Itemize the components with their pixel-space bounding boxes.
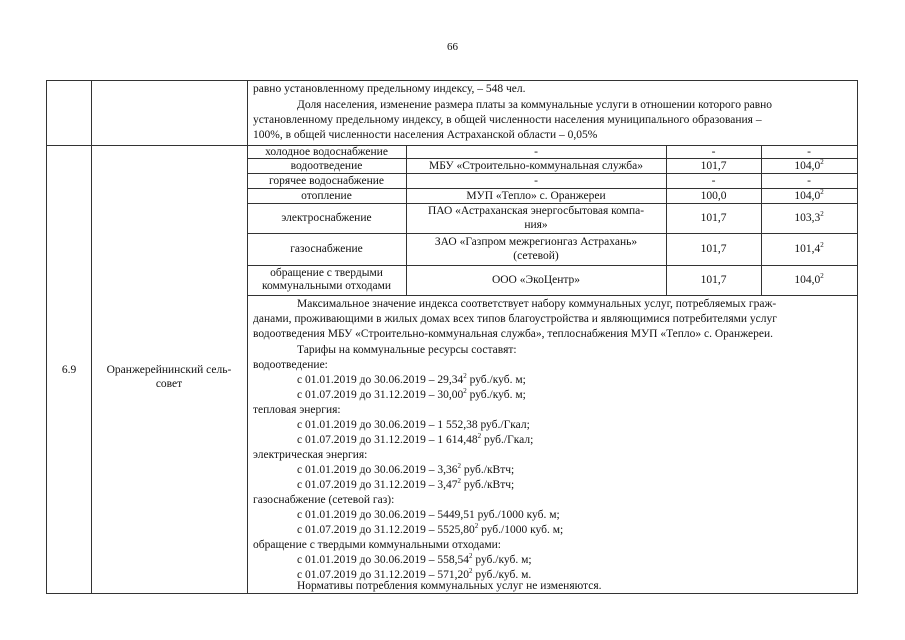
top-text-line: равно установленному предельному индексу, – 548 чел. bbox=[253, 83, 526, 95]
tariff-unit: руб./Гкал; bbox=[481, 434, 534, 446]
value-number: 101,4 bbox=[794, 243, 821, 255]
provider-name: МБУ «Строительно-коммунальная служба» bbox=[429, 160, 643, 172]
tariff-unit: руб./кВтч; bbox=[460, 464, 515, 476]
value-number: 104,0 bbox=[794, 160, 821, 172]
index-value-2 bbox=[761, 211, 857, 225]
tariff-text: с 01.01.2019 до 30.06.2019 – 29,34 bbox=[297, 374, 464, 386]
tariff-unit: руб./кВтч; bbox=[460, 479, 515, 491]
service-name: горячее водоснабжение bbox=[269, 175, 384, 187]
footnote-mark: 2 bbox=[820, 210, 824, 219]
municipality-name-line1: Оранжерейнинский сель- bbox=[106, 364, 232, 376]
tariff-line: с 01.01.2019 до 30.06.2019 – 1 552,38 руб./Гкал; bbox=[297, 419, 530, 431]
provider-name-line2: ния» bbox=[524, 219, 548, 231]
index-value-1: 101,7 bbox=[700, 274, 727, 286]
index-value-1: - bbox=[711, 175, 716, 187]
final-note: Нормативы потребления коммунальных услуг не изменяются. bbox=[297, 580, 602, 592]
service-name: газоснабжение bbox=[290, 243, 363, 255]
provider-name-line1: ПАО «Астраханская энергосбытовая компа- bbox=[427, 205, 645, 217]
footnote-mark: 2 bbox=[468, 552, 473, 561]
provider-name-line2: (сетевой) bbox=[513, 250, 559, 262]
provider-name: - bbox=[534, 146, 538, 158]
summary-line: водоотведения МБУ «Строительно-коммунальная служба», теплоснабжения МУП «Тепло» с. Оранжереи. bbox=[253, 328, 773, 340]
row-number: 6.9 bbox=[61, 364, 77, 376]
index-value-1: 101,7 bbox=[700, 212, 727, 224]
footnote-mark: 2 bbox=[463, 372, 467, 381]
tariff-unit: руб./куб. м; bbox=[466, 374, 526, 386]
footnote-mark: 2 bbox=[820, 272, 824, 281]
tariff-text: с 01.07.2019 до 31.12.2019 – 5525,80 bbox=[297, 524, 475, 536]
index-value-2 bbox=[761, 189, 857, 203]
tariff-unit: руб./куб. м; bbox=[472, 554, 532, 566]
tariffs-intro: Тарифы на коммунальные ресурсы составят: bbox=[297, 344, 517, 356]
index-value-2: - bbox=[807, 146, 811, 158]
page-number: 66 bbox=[447, 41, 458, 53]
footnote-mark: 2 bbox=[820, 241, 824, 250]
index-value-1: 101,7 bbox=[700, 243, 727, 255]
tariff-unit: руб./куб. м. bbox=[472, 569, 532, 581]
tariff-unit: руб./1000 куб. м; bbox=[478, 524, 564, 536]
footnote-mark: 2 bbox=[820, 158, 824, 167]
tariff-text: с 01.07.2019 до 31.12.2019 – 3,47 bbox=[297, 479, 458, 491]
index-value-1: 101,7 bbox=[700, 160, 727, 172]
footnote-mark: 2 bbox=[820, 188, 824, 197]
tariff-group-title: тепловая энергия: bbox=[253, 404, 341, 416]
provider-name: ООО «ЭкоЦентр» bbox=[491, 274, 581, 286]
index-value-2: - bbox=[807, 175, 811, 187]
top-text-line: Доля населения, изменение размера платы за коммунальные услуги в отношении которого равно bbox=[297, 99, 773, 111]
footnote-mark: 2 bbox=[457, 477, 461, 486]
tariff-table bbox=[46, 80, 858, 594]
row-divider bbox=[247, 233, 857, 234]
tariff-group-title: обращение с твердыми коммунальными отходами: bbox=[253, 539, 501, 551]
municipality-name-line2: совет bbox=[155, 378, 183, 390]
footnote-mark: 2 bbox=[463, 387, 467, 396]
footnote-mark: 2 bbox=[477, 432, 482, 441]
provider-name-line1: ЗАО «Газпром межрегионгаз Астрахань» bbox=[434, 236, 638, 248]
index-value-2 bbox=[761, 242, 857, 256]
tariff-group-title: электрическая энергия: bbox=[253, 449, 368, 461]
provider-name: - bbox=[534, 175, 538, 187]
service-name: отопление bbox=[301, 190, 352, 202]
footnote-mark: 2 bbox=[474, 522, 479, 531]
index-value-2 bbox=[761, 273, 857, 287]
service-name: водоотведение bbox=[290, 160, 363, 172]
service-name-line1: обращение с твердыми bbox=[270, 267, 383, 279]
top-text-line: установленному предельному индексу, в общей численности населения муниципального образования – bbox=[253, 114, 762, 126]
tariff-text: с 01.07.2019 до 31.12.2019 – 1 614,48 bbox=[297, 434, 478, 446]
index-value-1: 100,0 bbox=[700, 190, 727, 202]
service-name-line2: коммунальными отходами bbox=[261, 280, 392, 292]
footnote-mark: 2 bbox=[457, 462, 461, 471]
summary-line: Максимальное значение индекса соответствует набору коммунальных услуг, потребляемых граж- bbox=[297, 298, 777, 310]
service-name: холодное водоснабжение bbox=[265, 146, 388, 158]
tariff-group-title: газоснабжение (сетевой газ): bbox=[253, 494, 395, 506]
service-name: электроснабжение bbox=[281, 212, 372, 224]
index-value-1: - bbox=[711, 146, 716, 158]
tariff-line bbox=[297, 478, 514, 493]
value-number: 103,3 bbox=[794, 212, 821, 224]
tariff-text: с 01.07.2019 до 31.12.2019 – 571,20 bbox=[297, 569, 469, 581]
footnote-mark: 2 bbox=[468, 567, 473, 576]
tariff-unit: руб./куб. м; bbox=[466, 389, 526, 401]
tariff-line bbox=[297, 553, 532, 568]
tariff-line bbox=[297, 463, 514, 478]
tariff-group-title: водоотведение: bbox=[253, 359, 328, 371]
row-divider bbox=[247, 295, 857, 296]
tariff-line bbox=[297, 523, 563, 538]
top-text-line: 100%, в общей численности населения Астраханской области – 0,05% bbox=[253, 129, 598, 141]
tariff-line: с 01.01.2019 до 30.06.2019 – 5449,51 руб./1000 куб. м; bbox=[297, 509, 560, 521]
index-value-2 bbox=[761, 159, 857, 173]
tariff-line bbox=[297, 373, 526, 388]
tariff-line bbox=[297, 433, 533, 448]
tariff-line bbox=[297, 388, 526, 403]
tariff-text: с 01.01.2019 до 30.06.2019 – 3,36 bbox=[297, 464, 458, 476]
tariff-text: с 01.01.2019 до 30.06.2019 – 558,54 bbox=[297, 554, 469, 566]
value-number: 104,0 bbox=[794, 190, 821, 202]
provider-name: МУП «Тепло» с. Оранжереи bbox=[466, 190, 606, 202]
col-divider-1 bbox=[91, 81, 92, 593]
value-number: 104,0 bbox=[794, 274, 821, 286]
summary-line: данами, проживающими в жилых домах всех типов благоустройства и являющимися потребителями услуг bbox=[253, 313, 777, 325]
tariff-text: с 01.07.2019 до 31.12.2019 – 30,00 bbox=[297, 389, 464, 401]
